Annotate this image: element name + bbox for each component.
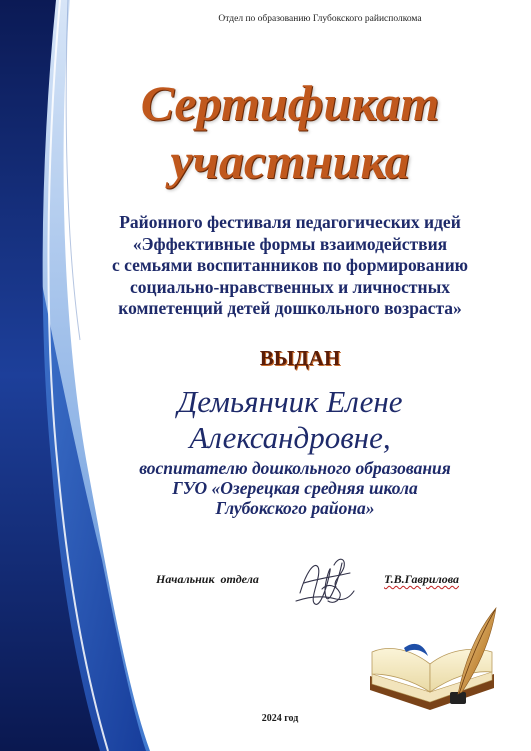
certificate-title-line1: Сертификат xyxy=(140,75,440,131)
festival-line: Районного фестиваля педагогических идей xyxy=(119,212,461,232)
handwritten-signature xyxy=(292,553,358,615)
recipient-name-line1: Демьянчик Елене xyxy=(177,384,403,419)
certificate-title-line2: участника xyxy=(170,133,410,189)
festival-line: социально-нравственных и личностных xyxy=(129,276,450,297)
festival-line: с семьями воспитанников по формированию xyxy=(111,255,469,275)
signatory-name: Т.В.Гаврилова xyxy=(384,572,459,586)
recipient-role xyxy=(80,458,510,518)
issued-label: ВЫДАН xyxy=(259,346,341,370)
recipient-role-line: ГУО «Озерецкая средняя школа xyxy=(172,478,418,498)
recipient-role-line: Глубокского района» xyxy=(215,498,375,518)
recipient-role-line: воспитателю дошкольного образования xyxy=(139,458,451,478)
recipient-name-line2: Александровне, xyxy=(189,420,391,455)
organization-header: Отдел по образованию Глубокского райисполкома xyxy=(218,14,422,24)
festival-description xyxy=(80,212,500,320)
certificate-year: 2024 год xyxy=(261,713,299,724)
signatory-position: Начальник отдела xyxy=(156,572,259,586)
festival-line: компетенций детей дошкольного возраста» xyxy=(118,298,462,318)
festival-line: «Эффективные формы взаимодействия xyxy=(132,233,448,254)
book-and-quill-icon xyxy=(364,604,504,724)
